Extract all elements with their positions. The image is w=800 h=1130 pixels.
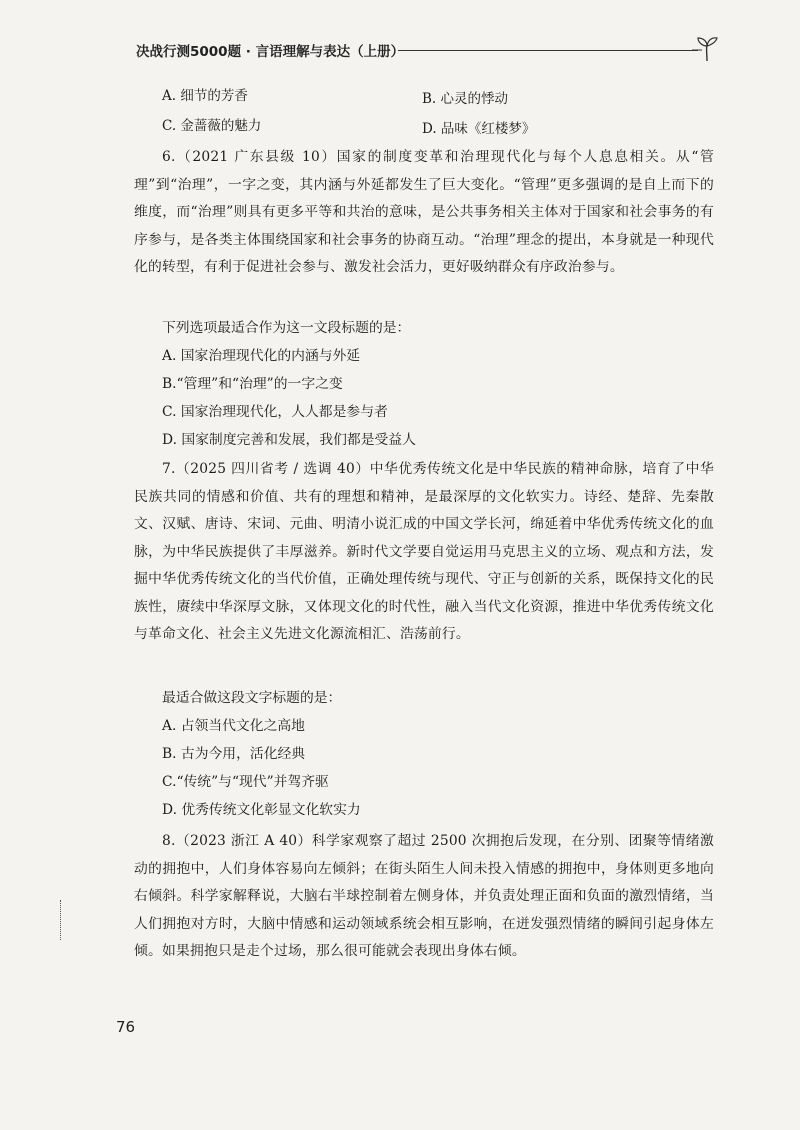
q6-option-b: B.“管理”和“治理”的一字之变: [162, 376, 343, 392]
q7-option-c: C.“传统”与“现代”并驾齐驱: [162, 774, 329, 790]
q8-stem: [134, 828, 714, 966]
q5-option-a: A. 细节的芳香: [162, 88, 248, 104]
q7-prompt: 最适合做这段文字标题的是：: [162, 690, 342, 706]
q8-stem-text: 8.（2023 浙江 A 40）科学家观察了超过 2500 次拥抱后发现，在分别、团聚等情绪激动的拥抱中，人们身体容易向左倾斜；在街头陌生人间未投入情感的拥抱中，身体则更多地向右倾斜。科学家解释说，大脑右半球控制着左侧身体，并负责处理正面和负面的激烈情绪，当人们拥抱对方时，大脑中情感和运动领域系统会相互影响，在迸发强烈情绪的瞬间引起身体左倾。如果拥抱只是走个过场，那么很可能就会表现出身体右倾。: [134, 833, 714, 959]
q7-option-a: A. 占领当代文化之高地: [162, 718, 305, 734]
q6-option-a: A. 国家治理现代化的内涵与外延: [162, 348, 361, 364]
q7-option-b: B. 古为今用，活化经典: [162, 746, 306, 762]
page-number: 76: [116, 1018, 136, 1036]
q6-option-c: C. 国家治理现代化，人人都是参与者: [162, 404, 388, 420]
q6-stem-text: 6.（2021 广东县级 10）国家的制度变革和治理现代化与每个人息息相关。从“管理”到“治理”，一字之变，其内涵与外延都发生了巨大变化。“管理”更多强调的是自上而下的维度，而“治理”则具有更多平等和共治的意味，是公共事务相关主体对于国家和社会事务的有序参与，是各类主体围绕国家和社会事务的协商互动。“治理”理念的提出，本身就是一种现代化的转型，有利于促进社会参与、激发社会活力，更好吸纳群众有序政治参与。: [134, 149, 714, 275]
margin-mark: [60, 900, 61, 940]
q7-option-d: D. 优秀传统文化彰显文化软实力: [162, 802, 361, 818]
q6-stem: [134, 144, 714, 282]
q6-option-d: D. 国家制度完善和发展，我们都是受益人: [162, 432, 416, 448]
q5-option-d: D. 品味《红楼梦》: [422, 121, 536, 137]
sprout-icon: [692, 36, 722, 62]
q5-option-b: B. 心灵的悸动: [422, 91, 509, 107]
q5-option-c: C. 金蔷薇的魅力: [162, 118, 262, 134]
q6-prompt: 下列选项最适合作为这一文段标题的是：: [162, 320, 411, 336]
q7-stem: [134, 456, 714, 649]
running-header: [136, 36, 726, 66]
header-rule: [398, 50, 698, 51]
q7-stem-text: 7.（2025 四川省考 / 选调 40）中华优秀传统文化是中华民族的精神命脉，培育了中华民族共同的情感和价值、共有的理想和精神，是最深厚的文化软实力。诗经、楚辞、先秦散文、汉赋、唐诗、宋词、元曲、明清小说汇成的中国文学长河，绵延着中华优秀传统文化的血脉，为中华民族提供了丰厚滋养。新时代文学要自觉运用马克思主义的立场、观点和方法，发掘中华优秀传统文化的当代价值，正确处理传统与现代、守正与创新的关系，既保持文化的民族性，赓续中华深厚文脉，又体现文化的时代性，融入当代文化资源，推进中华优秀传统文化与革命文化、社会主义先进文化源流相汇、浩荡前行。: [134, 461, 714, 642]
header-title: 决战行测5000题 · 言语理解与表达（上册）: [136, 44, 405, 60]
